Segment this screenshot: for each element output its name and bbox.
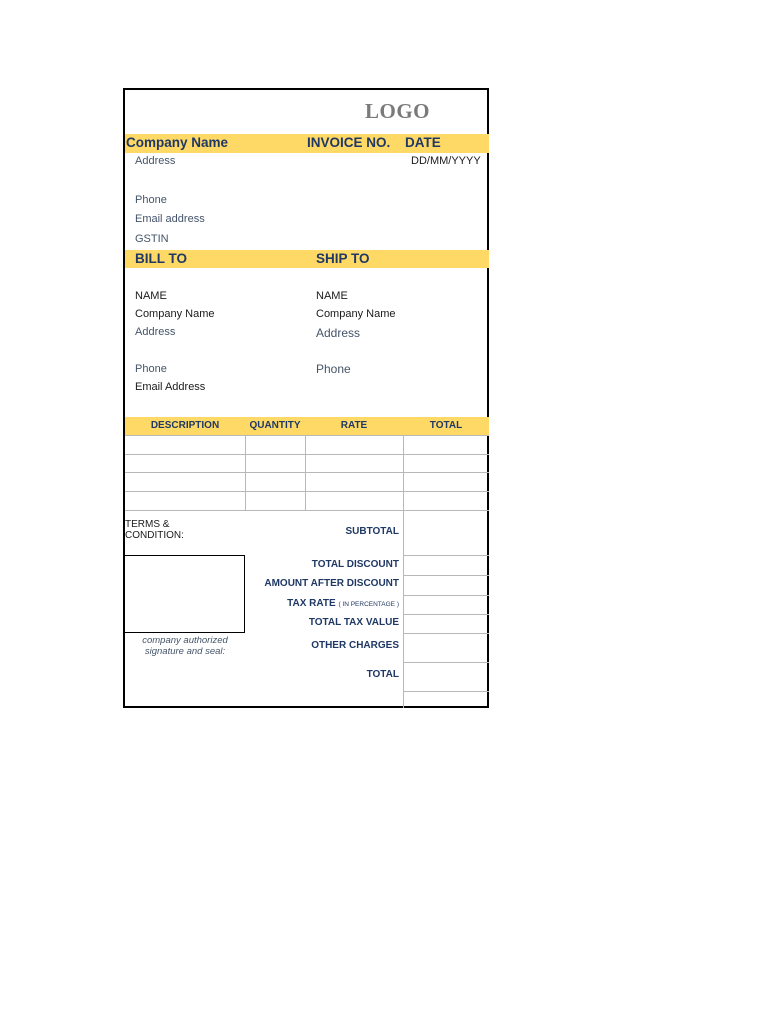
table-rule xyxy=(125,435,489,436)
subtotal-label: SUBTOTAL xyxy=(345,526,399,537)
company-gstin: GSTIN xyxy=(135,233,169,245)
company-address: Address xyxy=(135,155,176,167)
other-charges-label: OTHER CHARGES xyxy=(311,640,399,651)
ship-to-name: NAME xyxy=(316,290,348,302)
header-band xyxy=(125,134,489,153)
signature-line-2: signature and seal: xyxy=(144,646,226,657)
date-value: DD/MM/YYYY xyxy=(411,155,481,167)
ship-to-heading: SHIP TO xyxy=(316,251,370,266)
col-rate: RATE xyxy=(340,420,368,431)
signature-box xyxy=(125,555,245,633)
date-heading: DATE xyxy=(405,135,441,150)
terms-line-2: CONDITION: xyxy=(125,530,184,541)
tax-rate-text: TAX RATE xyxy=(287,598,336,609)
tax-rate-note: ( IN PERCENTAGE ) xyxy=(338,601,399,608)
terms-label xyxy=(125,519,184,541)
bill-to-email: Email Address xyxy=(135,381,206,393)
signature-line-1: company authorized xyxy=(142,635,228,646)
table-divider xyxy=(245,435,246,511)
logo: LOGO xyxy=(365,99,431,123)
col-quantity: QUANTITY xyxy=(249,420,301,431)
summary-rule xyxy=(403,691,489,692)
table-row xyxy=(125,510,489,511)
summary-rule xyxy=(403,555,489,556)
bill-to-company: Company Name xyxy=(135,308,215,320)
summary-rule xyxy=(403,614,489,615)
terms-line-1: TERMS & xyxy=(125,519,170,530)
company-phone: Phone xyxy=(135,194,167,206)
summary-divider xyxy=(403,511,404,708)
company-email: Email address xyxy=(135,213,205,225)
bill-to-address: Address xyxy=(135,326,176,338)
amount-after-discount-label: AMOUNT AFTER DISCOUNT xyxy=(264,578,399,589)
col-total: TOTAL xyxy=(429,420,463,431)
table-row xyxy=(125,491,489,492)
ship-to-address: Address xyxy=(316,326,361,340)
summary-rule xyxy=(403,575,489,576)
table-row xyxy=(125,472,489,473)
bill-to-heading: BILL TO xyxy=(135,251,188,266)
total-discount-label: TOTAL DISCOUNT xyxy=(311,559,399,570)
bill-to-phone: Phone xyxy=(135,363,167,375)
total-tax-value-label: TOTAL TAX VALUE xyxy=(308,617,399,628)
table-row xyxy=(125,454,489,455)
invoice-no-heading: INVOICE NO. xyxy=(307,135,391,150)
ship-to-phone: Phone xyxy=(316,362,351,376)
ship-to-company: Company Name xyxy=(316,308,396,320)
total-label: TOTAL xyxy=(366,669,399,680)
tax-rate-label xyxy=(287,598,399,609)
table-divider xyxy=(403,435,404,511)
summary-rule xyxy=(403,662,489,663)
table-divider xyxy=(305,435,306,511)
summary-rule xyxy=(403,595,489,596)
company-name-heading: Company Name xyxy=(126,135,229,150)
signature-caption xyxy=(125,635,245,657)
invoice-sheet xyxy=(123,88,489,708)
summary-rule xyxy=(403,633,489,634)
items-table xyxy=(125,417,489,511)
bill-to-name: NAME xyxy=(135,290,167,302)
col-description: DESCRIPTION xyxy=(150,420,220,431)
address-band xyxy=(125,250,489,268)
